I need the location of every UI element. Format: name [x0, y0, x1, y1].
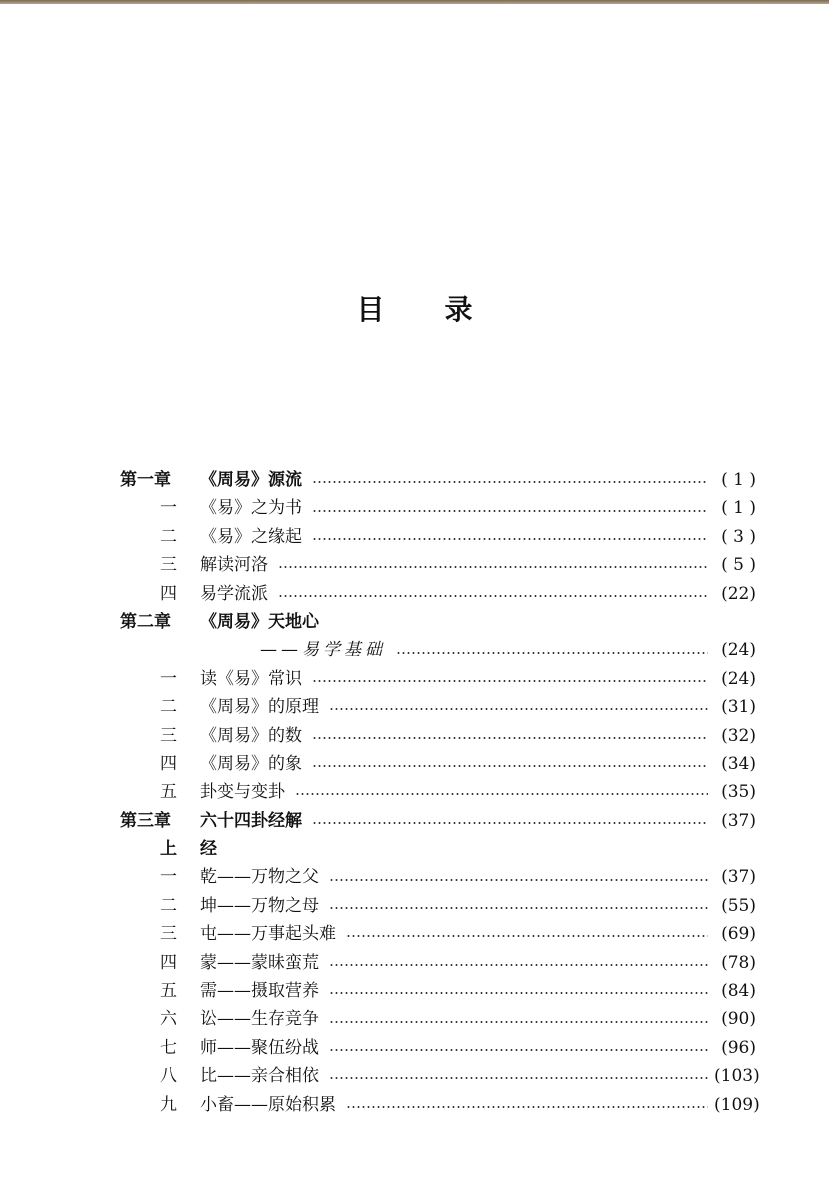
toc-entry[interactable]: [120, 665, 756, 693]
toc-entry-title: 《周易》天地心: [200, 611, 319, 632]
toc-entry-title: 读《易》常识: [200, 668, 302, 689]
toc-entry-title: ——易学基础: [260, 640, 386, 661]
toc-entry-page: (24): [721, 640, 756, 661]
toc-entry-number: 七: [160, 1037, 177, 1058]
toc-entry-number: 第三章: [120, 810, 171, 831]
dot-leader: [312, 510, 708, 512]
toc-entry-title: 《易》之为书: [200, 498, 302, 519]
toc-entry[interactable]: [120, 608, 756, 636]
toc-entry-number: 三: [160, 725, 177, 746]
toc-entry[interactable]: [120, 1034, 756, 1062]
toc-entry-page: ( 1 ): [721, 470, 756, 490]
dot-leader: [312, 737, 708, 739]
toc-entry-title: 《周易》的象: [200, 753, 302, 774]
toc-entry-page: (78): [721, 952, 756, 973]
dot-leader: [329, 907, 708, 909]
toc-entry-title: 乾——万物之父: [200, 867, 319, 888]
dot-leader: [329, 1021, 708, 1023]
dot-leader: [312, 680, 708, 682]
toc-entry-title: 师——聚伍纷战: [200, 1037, 319, 1058]
toc-entry[interactable]: [120, 693, 756, 721]
toc-entry-page: (37): [721, 867, 756, 888]
toc-entry-number: 四: [160, 753, 177, 774]
dot-leader: [329, 1077, 708, 1079]
toc-entry-page: (84): [721, 981, 756, 1002]
toc-entry-number: 上: [160, 839, 177, 860]
toc-entry[interactable]: [120, 920, 756, 948]
toc-entry-number: 二: [160, 526, 177, 547]
toc-entry-page: (55): [721, 895, 756, 916]
toc-entry[interactable]: [120, 551, 756, 579]
toc-entry-title: 《易》之缘起: [200, 526, 302, 547]
title-char-2: 录: [444, 293, 473, 326]
toc-entry-number: 一: [160, 867, 177, 888]
toc-entry-title: 易学流派: [200, 583, 268, 604]
toc-entry-title: 《周易》的数: [200, 725, 302, 746]
toc-entry-title: 讼——生存竞争: [200, 1009, 319, 1030]
page-title: [0, 288, 829, 328]
toc-entry[interactable]: [120, 580, 756, 608]
dot-leader: [312, 765, 708, 767]
toc-entry-page: ( 5 ): [721, 555, 756, 576]
toc-entry-number: 第一章: [120, 470, 171, 490]
toc-entry[interactable]: [120, 778, 756, 806]
table-of-contents: [120, 466, 760, 1119]
toc-entry-page: (34): [721, 753, 756, 774]
dot-leader: [312, 822, 708, 824]
dot-leader: [329, 964, 708, 966]
toc-entry-title: 经: [200, 839, 217, 860]
toc-entry-page: ( 1 ): [721, 498, 756, 519]
toc-entry-page: (22): [721, 583, 756, 604]
toc-entry-title: 需——摄取营养: [200, 981, 319, 1002]
toc-entry[interactable]: [120, 636, 756, 664]
toc-entry[interactable]: [120, 892, 756, 920]
dot-leader: [396, 652, 708, 654]
toc-entry-title: 比——亲合相依: [200, 1066, 319, 1087]
toc-entry-page: (109): [714, 1094, 760, 1115]
toc-entry[interactable]: [120, 977, 756, 1005]
dot-leader: [329, 992, 708, 994]
toc-entry[interactable]: [120, 494, 756, 522]
dot-leader: [312, 481, 708, 483]
toc-entry-page: (90): [721, 1009, 756, 1030]
toc-entry-number: 一: [160, 668, 177, 689]
dot-leader: [295, 793, 708, 795]
toc-entry-number: 九: [160, 1094, 177, 1115]
toc-entry-page: (96): [721, 1037, 756, 1058]
dot-leader: [312, 538, 708, 540]
toc-entry-page: (24): [721, 668, 756, 689]
toc-entry-title: 《周易》源流: [200, 470, 302, 490]
dot-leader: [346, 1106, 708, 1108]
dot-leader: [278, 595, 708, 597]
toc-entry[interactable]: [120, 807, 756, 835]
toc-entry-number: 八: [160, 1066, 177, 1087]
toc-entry[interactable]: [120, 1091, 760, 1119]
toc-entry-number: 一: [160, 498, 177, 519]
top-border: [0, 0, 829, 4]
toc-entry-title: 《周易》的原理: [200, 697, 319, 718]
toc-entry-page: (32): [721, 725, 756, 746]
toc-entry[interactable]: [120, 1005, 756, 1033]
toc-entry-title: 坤——万物之母: [200, 895, 319, 916]
toc-entry[interactable]: [120, 949, 756, 977]
toc-entry-number: 二: [160, 697, 177, 718]
toc-entry-number: 六: [160, 1009, 177, 1030]
toc-entry-title: 卦变与变卦: [200, 782, 285, 803]
toc-entry-title: 解读河洛: [200, 555, 268, 576]
toc-entry[interactable]: [120, 523, 756, 551]
toc-entry-page: (31): [721, 697, 756, 718]
toc-entry[interactable]: [120, 835, 756, 863]
dot-leader: [329, 708, 708, 710]
toc-entry-page: (69): [721, 924, 756, 945]
toc-entry[interactable]: [120, 750, 756, 778]
toc-entry-number: 第二章: [120, 611, 171, 632]
toc-entry[interactable]: [120, 863, 756, 891]
toc-entry-number: 五: [160, 782, 177, 803]
toc-entry-title: 蒙——蒙昧蛮荒: [200, 952, 319, 973]
toc-entry-title: 小畜——原始积累: [200, 1094, 336, 1115]
toc-entry-number: 五: [160, 981, 177, 1002]
toc-entry[interactable]: [120, 1062, 760, 1090]
toc-entry-number: 三: [160, 924, 177, 945]
title-char-1: 目: [356, 293, 385, 326]
dot-leader: [329, 879, 708, 881]
toc-entry-number: 三: [160, 555, 177, 576]
toc-entry[interactable]: [120, 722, 756, 750]
dot-leader: [329, 1049, 708, 1051]
dot-leader: [278, 566, 708, 568]
toc-entry-number: 二: [160, 895, 177, 916]
toc-entry-page: (37): [721, 810, 756, 831]
toc-entry-page: ( 3 ): [721, 526, 756, 547]
toc-entry-number: 四: [160, 583, 177, 604]
toc-entry-title: 六十四卦经解: [200, 810, 302, 831]
toc-entry-title: 屯——万事起头难: [200, 924, 336, 945]
dot-leader: [346, 935, 708, 937]
toc-entry-page: (103): [714, 1066, 760, 1087]
toc-entry-number: 四: [160, 952, 177, 973]
toc-entry[interactable]: [120, 466, 756, 494]
toc-entry-page: (35): [721, 782, 756, 803]
